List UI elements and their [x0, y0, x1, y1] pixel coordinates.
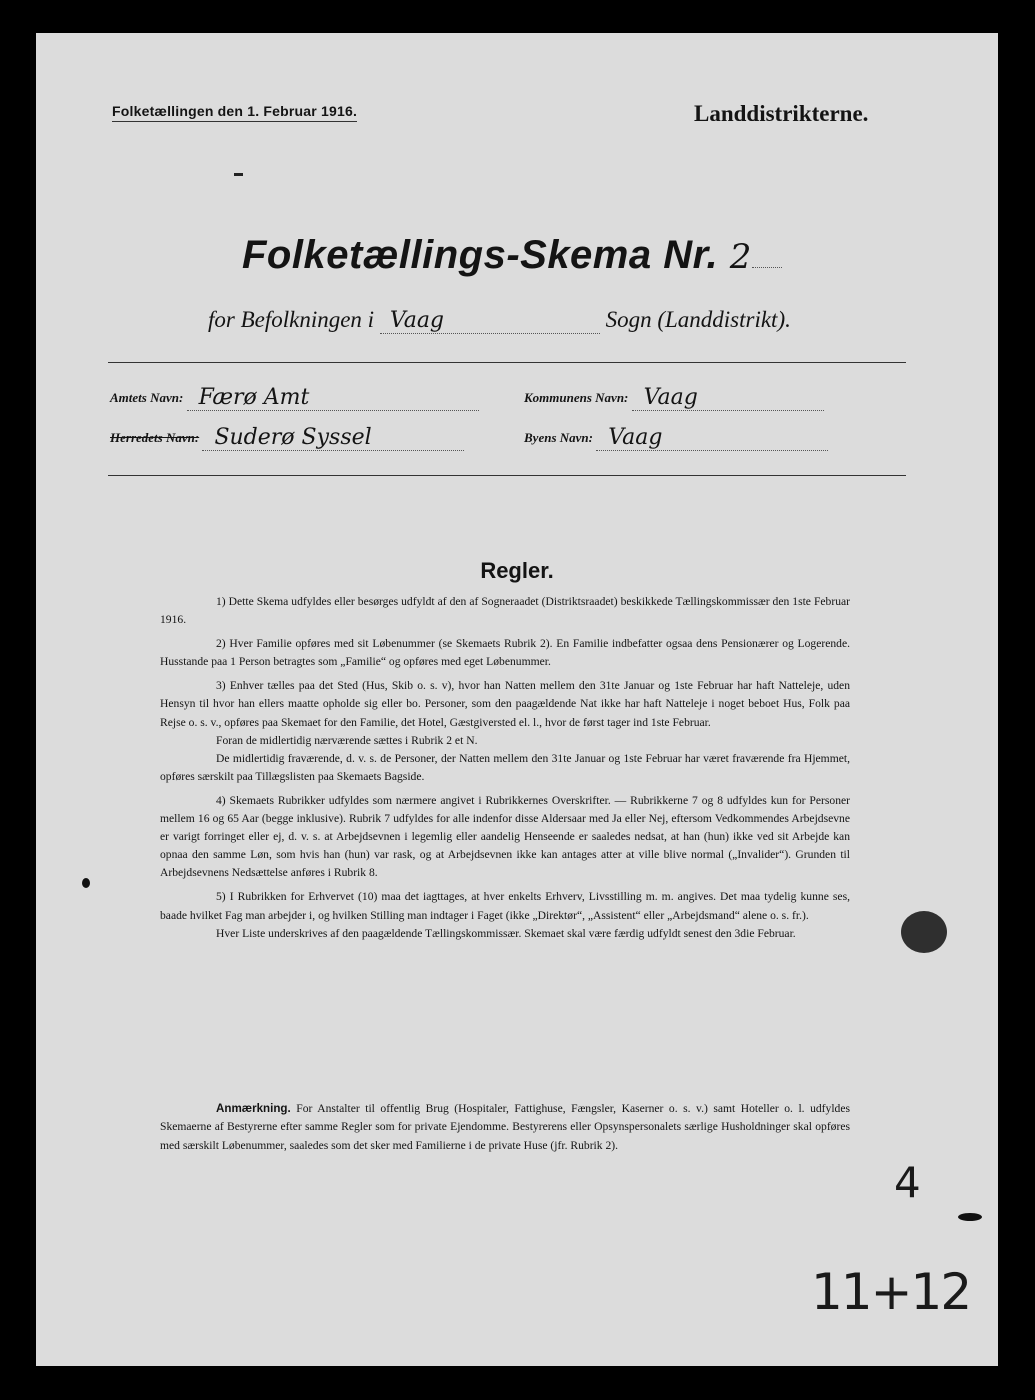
- district-type-header: Landdistrikterne.: [694, 101, 869, 126]
- ink-blot: [901, 911, 947, 953]
- ink-speck: [958, 1213, 982, 1221]
- divider-top: [108, 362, 906, 363]
- parish-name-value: Vaag: [380, 308, 600, 334]
- kommune-value: Vaag: [632, 385, 824, 411]
- by-label: Byens Navn:: [524, 430, 593, 445]
- rules-heading: Regler.: [480, 558, 554, 583]
- herred-label: Herredets Navn:: [110, 430, 200, 445]
- rules-body: [160, 593, 850, 949]
- note-label: Anmærkning.: [216, 1102, 291, 1115]
- form-title: [242, 233, 782, 278]
- form-subtitle: [208, 307, 828, 334]
- handwritten-page-number: 4: [894, 1158, 921, 1207]
- rule-5: 5) I Rubrikken for Erhvervet (10) maa det iagttages, at hver enkelts Erhverv, Livsstilling m. m. angives. Det maa tydelig kunne ses, baade hvilket Fag man arbejder i, og hvilken Stilling man indtager i Faget (ikke „Direktør“, „Assistent“ eller „Arbejdsmand“ alene o. s. fr.).: [160, 890, 850, 922]
- by-value: Vaag: [596, 425, 828, 451]
- kommune-field: [524, 385, 824, 411]
- amt-label: Amtets Navn:: [110, 390, 184, 405]
- rule-1: 1) Dette Skema udfyldes eller besørges udfyldt af den af Sogneraadet (Distriktsraadet) beskikkede Tællingskommissær den 1ste Februar 1916.: [160, 595, 850, 627]
- amt-field: [110, 385, 490, 411]
- rule-3-temporary-absent: De midlertidig fraværende, d. v. s. de Personer, der Natten mellem den 31te Januar og 1ste Februar har været fraværende fra Hjemmet, opføres særskilt paa Tillægslisten paa Skemaets Bagside.: [160, 751, 850, 783]
- census-date-header: Folketællingen den 1. Februar 1916.: [112, 103, 357, 122]
- rule-3: 3) Enhver tælles paa det Sted (Hus, Skib o. s. v), hvor han Natten mellem den 31te Januar og 1ste Februar har haft Natteleje, uden Hensyn til hvor han ellers maatte opholde sig eller bo. Personer, som den paagældende Nat ikke har haft Natteleje i noget beboet Hus, Folk paa Rejse o. s. v., opføres paa Skemaet for den Familie, det Hotel, Gæstgiversted el. l., hvor de først tager ind 1ste Februar.: [160, 679, 850, 729]
- ink-speck: [82, 878, 90, 888]
- herred-value: Suderø Syssel: [202, 425, 464, 451]
- census-form-sheet: [36, 33, 998, 1366]
- rule-2: 2) Hver Familie opføres med sit Løbenummer (se Skemaets Rubrik 2). En Familie indbefatter ogsaa dens Pensionærer og Logerende. Husstande paa 1 Person betragtes som „Familie“ og opføres med eget Løbenummer.: [160, 637, 850, 669]
- title-dotted-line: [752, 267, 782, 268]
- herred-field: [110, 425, 464, 451]
- divider-bottom: [108, 475, 906, 476]
- subtitle-prefix: for Befolkningen i: [208, 307, 375, 332]
- ink-dash-mark: [234, 173, 243, 176]
- rule-5-signature: Hver Liste underskrives af den paagældende Tællingskommissær. Skemaet skal være færdig udfyldt senest den 3die Februar.: [216, 926, 796, 940]
- form-number: 2: [729, 237, 752, 277]
- annotation-note: [160, 1100, 850, 1155]
- rule-4: 4) Skemaets Rubrikker udfyldes som nærmere angivet i Rubrikkernes Overskrifter. — Rubrikkerne 7 og 8 udfyldes kun for Personer mellem 16 og 65 Aar (begge inklusive). Rubrik 7 udfyldes for alle indenfor disse Aldersaar med Ja eller Nej, eftersom Vedkommendes Arbejdsevne er varigt forringet eller ej, d. v. s. at Arbejdsevnen i legemlig eller aandelig Henseende er saaledes nedsat, at han (hun) ikke ved sit Arbejde kan opnaa den samme Løn, som hvis han (hun) var rask, og at Arbejdsevnen ikke kan antages atter at ville blive normal („Invalider“). Grunden til Arbejdsevnens Nedsættelse anføres i Rubrik 8.: [160, 793, 850, 880]
- form-title-prefix: Folketællings-Skema Nr.: [242, 233, 719, 277]
- note-text: For Anstalter til offentlig Brug (Hospitaler, Fattighuse, Fængsler, Kaserner o. s. v.) samt Hoteller o. l. udfyldes Skemaerne af Bestyrerne efter samme Regler som for private Ejendomme. Bestyrerens eller Opsynspersonalets særlige Husholdninger skal opføres med særskilt Løbenummer, saaledes som det sker med Familierne i de private Huse (jfr. Rubrik 2).: [160, 1102, 850, 1152]
- subtitle-suffix: Sogn (Landdistrikt).: [605, 307, 791, 332]
- handwritten-range: 11+12: [811, 1263, 971, 1321]
- by-field: [524, 425, 828, 451]
- rule-3-temporary-present: Foran de midlertidig nærværende sættes i Rubrik 2 et N.: [216, 733, 478, 747]
- kommune-label: Kommunens Navn:: [524, 390, 629, 405]
- amt-value: Færø Amt: [187, 385, 479, 411]
